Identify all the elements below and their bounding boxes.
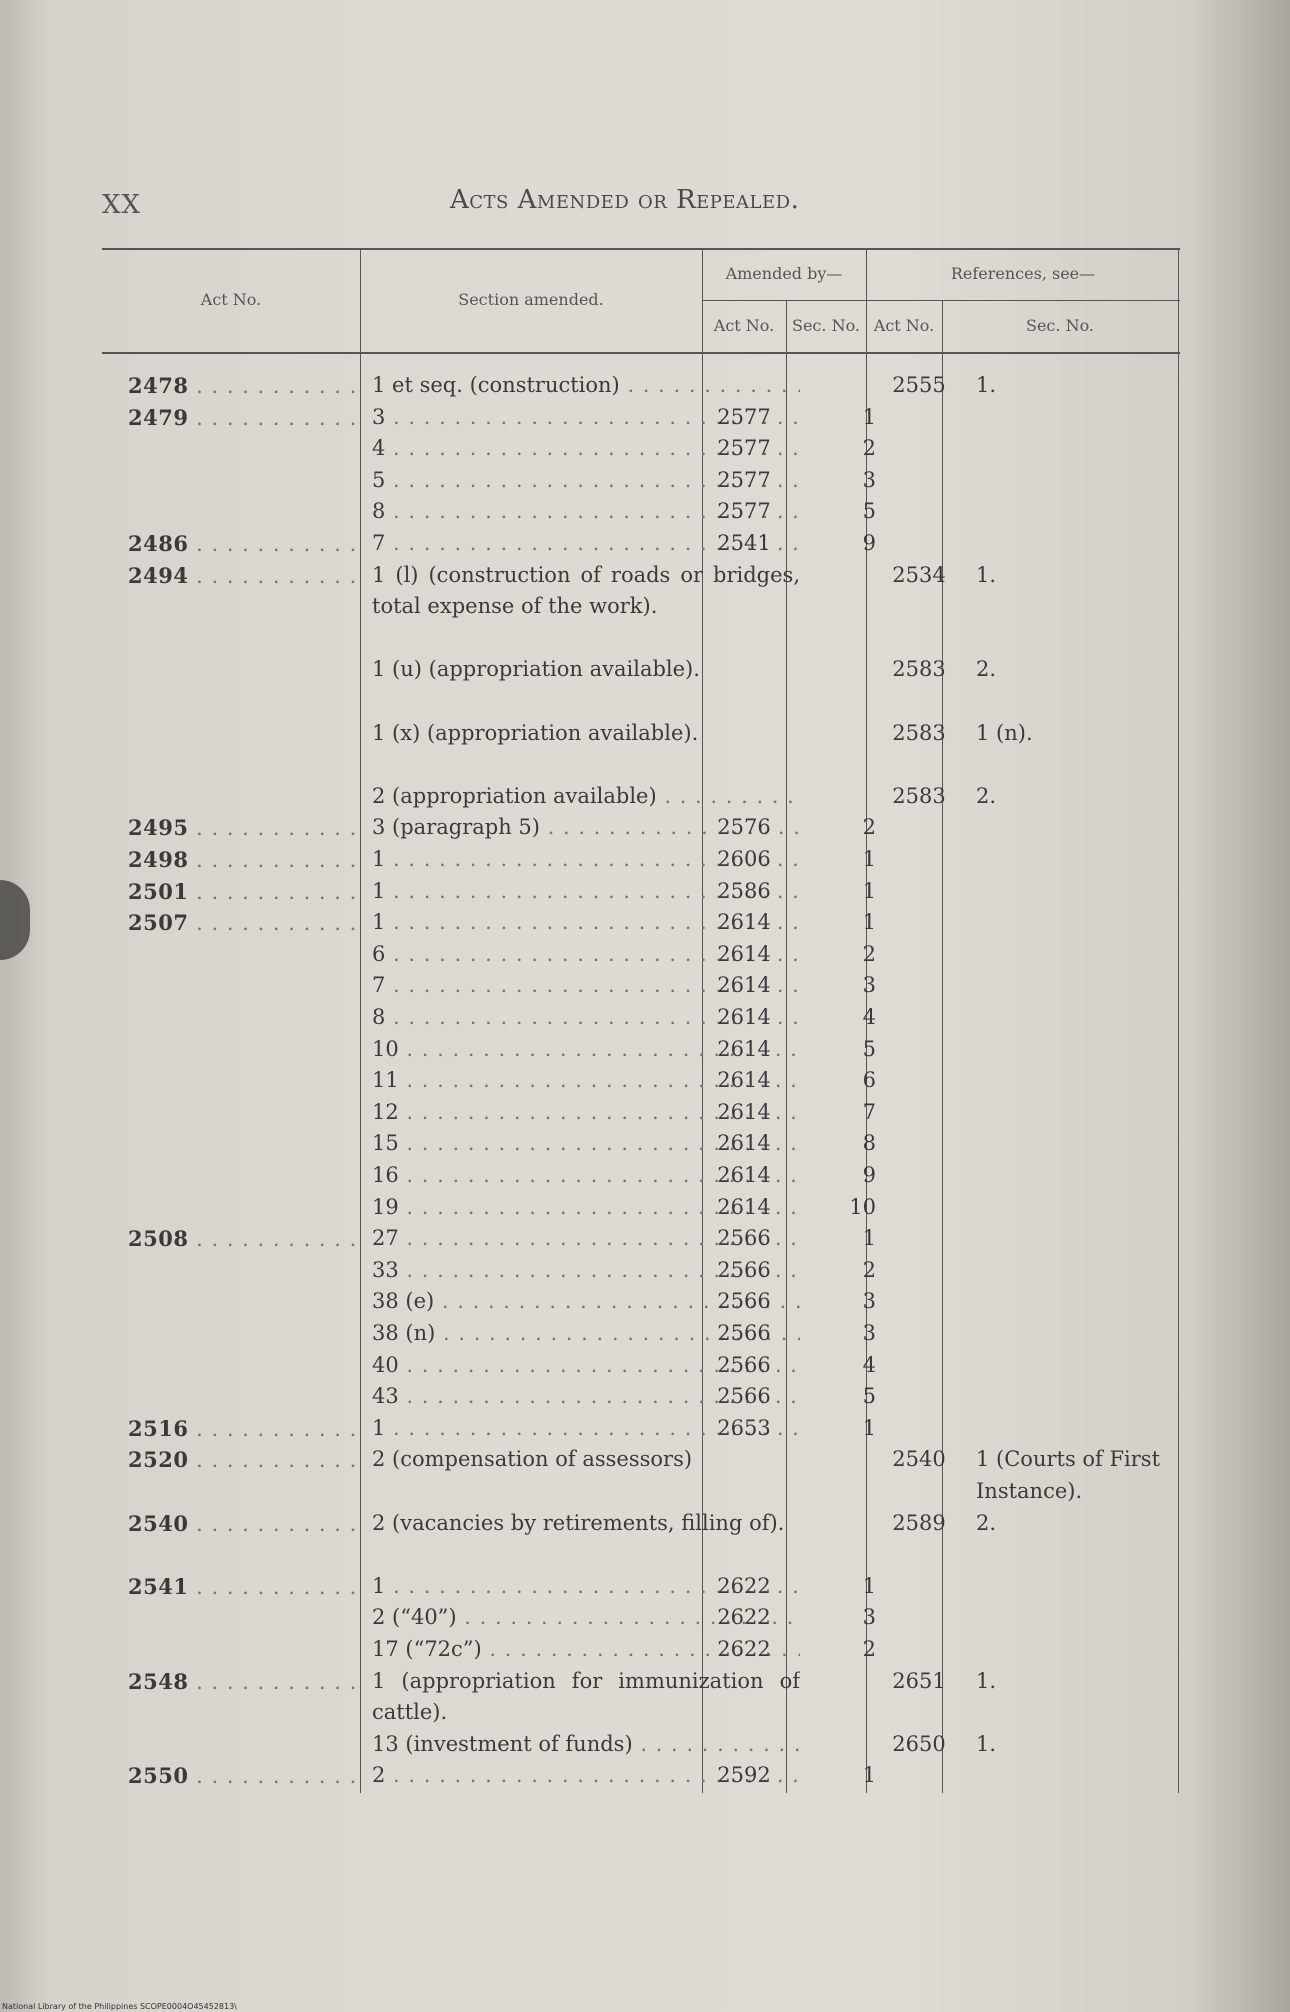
- amended-by-section: 1: [862, 1226, 876, 1251]
- section-amended: 3 (paragraph 5) . . .: [372, 812, 800, 843]
- section-amended: 4 . . .: [372, 433, 800, 464]
- section-amended: 7 . . .: [372, 528, 800, 559]
- section-amended: 5 . . .: [372, 465, 800, 496]
- header-amended-by: Amended by—: [725, 264, 843, 283]
- act-number: 2508 . . .: [128, 1223, 356, 1254]
- act-number: 2550 . . .: [128, 1760, 356, 1791]
- header-section-amended: Section amended.: [458, 290, 604, 309]
- section-amended: 1 (x) (appropriation available).: [372, 720, 699, 745]
- amended-by-act: 2586: [717, 878, 771, 903]
- page-number: XX: [102, 190, 142, 220]
- footer-credit: National Library of the Philippines SCOPE0004O45452813\: [2, 2002, 237, 2011]
- reference-act: 2583: [892, 783, 946, 808]
- section-amended: 1 (appropriation for immunization of cattle).: [372, 1668, 800, 1725]
- amended-by-act: 2622: [717, 1605, 771, 1630]
- amended-by-act: 2566: [717, 1384, 771, 1409]
- act-number: 2498 . . .: [128, 844, 356, 875]
- amended-by-section: 1: [862, 404, 876, 429]
- amended-by-act: 2614: [717, 1005, 771, 1029]
- act-number: 2507 . . .: [128, 907, 356, 938]
- act-number: 2495 . . .: [128, 812, 356, 843]
- section-amended: 1 . . .: [372, 1571, 800, 1602]
- reference-section: 2.: [976, 783, 997, 808]
- header-amd-act-no: Act No.: [713, 316, 775, 335]
- reference-section: 2.: [976, 657, 997, 682]
- amended-by-act: 2566: [717, 1352, 771, 1377]
- amended-by-section: 9: [862, 531, 876, 555]
- reference-act: 2540: [892, 1447, 946, 1472]
- act-number: 2486 . . .: [128, 528, 356, 559]
- amended-by-act: 2566: [717, 1226, 771, 1251]
- section-amended: 2 (“40”) . . .: [372, 1602, 800, 1633]
- amended-by-section: 1: [862, 847, 876, 871]
- act-number: 2494 . . .: [128, 560, 356, 591]
- reference-section: 1.: [976, 1668, 997, 1693]
- act-number: 2541 . . .: [128, 1571, 356, 1602]
- section-amended: 11 . . .: [372, 1065, 800, 1096]
- amended-by-section: 2: [862, 941, 876, 966]
- amended-by-section: 1: [862, 910, 876, 935]
- amended-by-section: 1: [862, 1573, 876, 1598]
- header-ref-sec-no: Sec. No.: [1026, 316, 1094, 335]
- section-amended: 38 (e) . . .: [372, 1286, 800, 1317]
- section-amended: 19 . . .: [372, 1192, 800, 1223]
- section-amended: 12 . . .: [372, 1097, 800, 1128]
- amended-by-section: 7: [862, 1099, 876, 1124]
- section-amended: 10 . . .: [372, 1034, 800, 1065]
- amended-by-act: 2614: [717, 973, 771, 998]
- act-number: 2540 . . .: [128, 1508, 356, 1539]
- amended-by-section: 1: [862, 1763, 876, 1788]
- amended-by-section: 3: [862, 1605, 876, 1630]
- reference-act: 2555: [892, 373, 946, 397]
- section-amended: 1 . . .: [372, 1413, 800, 1444]
- section-amended: 2 (appropriation available) . . .: [372, 781, 800, 812]
- amended-by-section: 5: [862, 1384, 876, 1409]
- amended-by-act: 2614: [717, 1036, 771, 1061]
- amended-by-act: 2614: [717, 1068, 771, 1093]
- amended-by-act: 2566: [717, 1257, 771, 1282]
- section-amended: 7 . . .: [372, 970, 800, 1001]
- section-amended: 15 . . .: [372, 1128, 800, 1159]
- reference-section: 1.: [976, 373, 997, 397]
- section-amended: 6 . . .: [372, 939, 800, 970]
- table-top-rule: [102, 248, 1180, 250]
- col-rule-6: [1178, 248, 1179, 1793]
- header-act-no: Act No.: [200, 290, 262, 309]
- section-amended: 1 . . .: [372, 907, 800, 938]
- header-references: References, see—: [950, 264, 1096, 283]
- section-amended: 13 (investment of funds) . . .: [372, 1729, 800, 1760]
- amended-by-section: 4: [862, 1005, 876, 1029]
- amended-by-section: 1: [862, 878, 876, 903]
- subheader-rule: [702, 300, 1180, 301]
- reference-act: 2651: [892, 1668, 946, 1693]
- section-amended: 38 (n) . . .: [372, 1318, 800, 1349]
- amendments-table: [102, 248, 1180, 1793]
- header-bottom-rule: [102, 352, 1180, 354]
- reference-section: 1.: [976, 562, 997, 587]
- amended-by-act: 2653: [717, 1415, 771, 1440]
- act-number: 2501 . . .: [128, 876, 356, 907]
- section-amended: 1 . . .: [372, 844, 800, 875]
- amended-by-act: 2541: [717, 531, 771, 555]
- amended-by-section: 10: [849, 1194, 876, 1219]
- amended-by-section: 6: [862, 1068, 876, 1093]
- page-title: Acts Amended or Repealed.: [450, 185, 800, 215]
- amended-by-act: 2577: [717, 467, 771, 492]
- amended-by-section: 3: [862, 1321, 876, 1345]
- amended-by-act: 2566: [717, 1289, 771, 1314]
- reference-act: 2650: [892, 1731, 946, 1756]
- section-amended: 33 . . .: [372, 1255, 800, 1286]
- amended-by-act: 2614: [717, 941, 771, 966]
- amended-by-act: 2577: [717, 499, 771, 524]
- reference-act: 2583: [892, 657, 946, 682]
- section-amended: 27 . . .: [372, 1223, 800, 1254]
- section-amended: 2 (compensation of assessors): [372, 1447, 693, 1472]
- amended-by-act: 2622: [717, 1637, 771, 1661]
- act-number: 2548 . . .: [128, 1666, 356, 1697]
- amended-by-act: 2576: [717, 815, 771, 840]
- amended-by-act: 2577: [717, 436, 771, 461]
- amended-by-section: 2: [862, 1637, 876, 1661]
- amended-by-act: 2614: [717, 910, 771, 935]
- section-amended: 43 . . .: [372, 1381, 800, 1412]
- reference-act: 2583: [892, 720, 946, 745]
- section-amended: 40 . . .: [372, 1350, 800, 1381]
- amended-by-section: 2: [862, 1257, 876, 1282]
- amended-by-section: 5: [862, 1036, 876, 1061]
- amended-by-act: 2622: [717, 1573, 771, 1598]
- amended-by-section: 3: [862, 1289, 876, 1314]
- reference-section: 1 (Courts of First Instance).: [976, 1447, 1161, 1503]
- reference-act: 2534: [892, 562, 946, 587]
- amended-by-section: 5: [862, 499, 876, 524]
- reference-section: 1 (n).: [976, 720, 1033, 745]
- section-amended: 1 (l) (construction of roads or bridges, total expense of the work).: [372, 562, 800, 619]
- act-number: 2516 . . .: [128, 1413, 356, 1444]
- amended-by-section: 3: [862, 973, 876, 998]
- section-amended: 17 (“72c”) . . .: [372, 1634, 800, 1665]
- amended-by-act: 2566: [717, 1321, 771, 1345]
- amended-by-act: 2606: [717, 847, 771, 871]
- amended-by-section: 2: [862, 815, 876, 840]
- header-amd-sec-no: Sec. No.: [792, 316, 860, 335]
- amended-by-section: 9: [862, 1163, 876, 1187]
- amended-by-act: 2614: [717, 1163, 771, 1187]
- section-amended: 1 (u) (appropriation available).: [372, 657, 700, 682]
- amended-by-act: 2592: [717, 1763, 771, 1788]
- act-number: 2478 . . .: [128, 370, 356, 401]
- amended-by-section: 8: [862, 1131, 876, 1156]
- col-rule-1: [360, 248, 361, 1793]
- section-amended: 3 . . .: [372, 402, 800, 433]
- scan-shadow: [0, 880, 30, 960]
- section-amended: 1 . . .: [372, 876, 800, 907]
- amended-by-section: 3: [862, 467, 876, 492]
- section-amended: 2 . . .: [372, 1760, 800, 1791]
- reference-section: 1.: [976, 1731, 997, 1756]
- header-ref-act-no: Act No.: [873, 316, 935, 335]
- section-amended: 8 . . .: [372, 1002, 800, 1033]
- section-amended: 2 (vacancies by retirements, filling of).: [372, 1510, 785, 1535]
- reference-act: 2589: [892, 1510, 946, 1535]
- amended-by-section: 4: [862, 1352, 876, 1377]
- reference-section: 2.: [976, 1510, 997, 1535]
- act-number: 2479 . . .: [128, 402, 356, 433]
- amended-by-act: 2614: [717, 1131, 771, 1156]
- col-rule-5: [942, 300, 943, 1793]
- amended-by-section: 2: [862, 436, 876, 461]
- section-amended: 16 . . .: [372, 1160, 800, 1191]
- section-amended: 1 et seq. (construction) . . .: [372, 370, 800, 401]
- amended-by-act: 2614: [717, 1099, 771, 1124]
- act-number: 2520 . . .: [128, 1444, 356, 1475]
- section-amended: 8 . . .: [372, 496, 800, 527]
- amended-by-section: 1: [862, 1415, 876, 1440]
- amended-by-act: 2614: [717, 1194, 771, 1219]
- amended-by-act: 2577: [717, 404, 771, 429]
